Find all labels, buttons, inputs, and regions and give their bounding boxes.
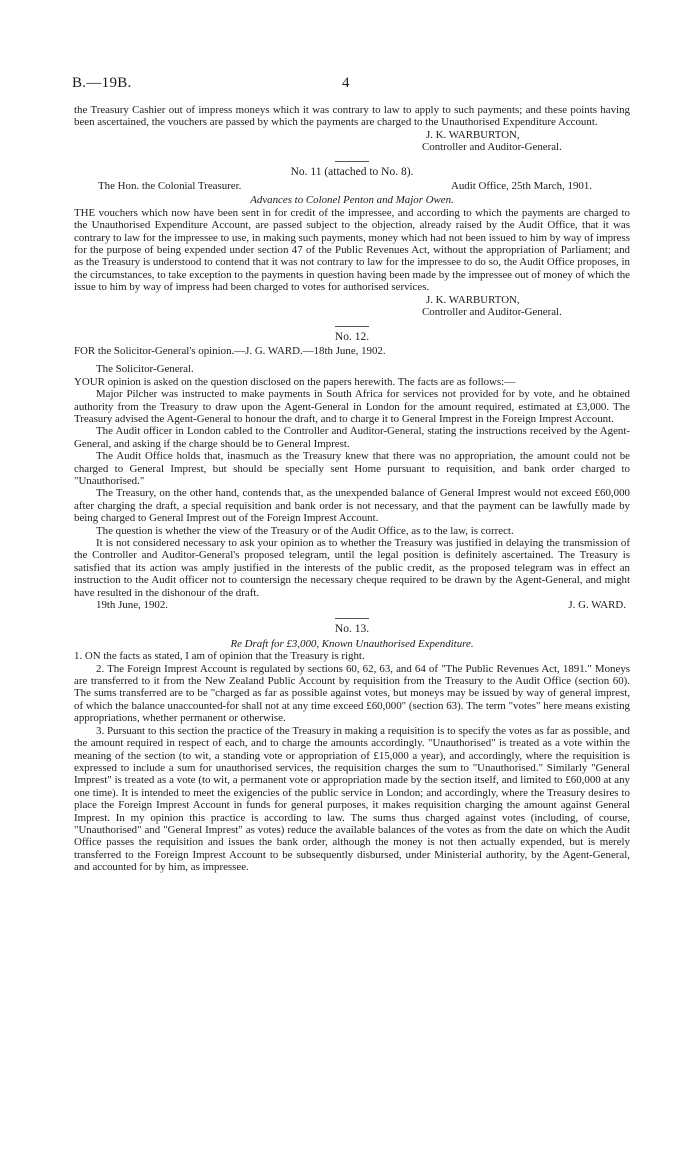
- no11-heading: No. 11 (attached to No. 8).: [290, 165, 414, 178]
- no12-paragraph: The question is whether the view of the Treasury or of the Audit Office, as to the law, is correct.: [96, 524, 514, 537]
- no12-signer: J. G. WARD.: [568, 599, 626, 612]
- no12-heading: No. 12.: [334, 330, 370, 343]
- no12-date: 19th June, 1902.: [96, 599, 168, 612]
- intro-signer-role: Controller and Auditor-General.: [422, 141, 562, 154]
- no13-paragraph: 2. The Foreign Imprest Account is regulated by sections 60, 62, 63, and 64 of "The Public Revenues Act, 1891." Moneys are transferred to it from the New Zealand Public Account by requisition from the Treasury to the Audit Office (section 60). The sums transferred are to be "charged as far as possible against votes, but moneys may be issued by way of general imprest, of which the balance unaccounted-for shall not at any time exceed £60,000" (section 63). The term "votes" here means existing appropriations, whether permanent or otherwise.: [74, 662, 630, 725]
- no12-paragraph: Major Pilcher was instructed to make payments in South Africa for services not provided for by vote, and he obtained authority from the Treasury to draw upon the Agent-General in London for the amount required, estimated at £3,000. The Treasury advised the Agent-General to honour the draft, and to charge it to General Imprest in the Foreign Imprest Account.: [74, 388, 630, 425]
- no11-address-line: [74, 180, 630, 192]
- no11-body: THE vouchers which now have been sent in for credit of the impressee, and according to which the payments are charged to the Unauthorised Expenditure Account, are passed subject to the objection, already raised by the Audit Office, that it was contrary to law for the impressee to use, in making such payments, money which had not been issued to him by way of impress for the purpose of being expended under section 47 of the Public Revenues Act, without the appropriation of Parliament; and as the Treasury is understood to contend that it was not contrary to law for the impressee to do so, the Audit Office proposes, in the circumstances, to take exception to the payments in question having been made by the impressee out of money of which the issue to him by way of impress had been charged to votes for authorised services.: [74, 206, 630, 294]
- no13-paragraph: 3. Pursuant to this section the practice of the Treasury in making a requisition is to specify the votes as far as possible, and the amount required in respect of each, and to charge the amounts accordingly. "Unauthorised" is treated as a vote within the meaning of the section (to wit, a standing vote or appropriation of £15,000 a year), and accordingly, where the requisition is expressed to include a sum for unauthorised services, the requisition charges the sum to "Unauthorised." Similarly "General Imprest" is treated as a vote (to wit, a permanent vote or appropriation made by the section itself, and limited to £60,000 at any one time). It is intended to meet the exigencies of the public service in London; and accordingly, where the Treasury desires to place the Foreign Imprest Account in funds for general purposes, it makes requisition charging the amount against General Imprest. In my opinion this practice is according to law. The sums thus charged against votes (including, of course, "Unauthorised" and "General Imprest" as votes) reduce the available balances of the votes as from the date on which the Audit Office passes the requisition and issues the bank order, although the money is not then actually expended, but is merely transferred to the Foreign Imprest Account to be subsequently disbursed, under Ministerial authority, by the Agent-General, and accounted for by him, as impressee.: [74, 724, 630, 874]
- no13-heading: No. 13.: [334, 623, 370, 636]
- intro-paragraph: the Treasury Cashier out of impress moneys which it was contrary to law to apply to such payments; and these points having been ascertained, the vouchers are passed by which the payments are charged to the Unauthorised Expenditure Account.: [74, 104, 630, 129]
- document-code: B.—19B.: [72, 75, 132, 91]
- no12-paragraph: It is not considered necessary to ask your opinion as to whether the Treasury was justified in delaying the transmission of the Controller and Auditor-General's proposed telegram, until the legal position is definitely ascertained. The Treasury is satisfied that its action was amply justified in the interests of the public credit, as the proposed telegram was in effect an instruction to the Audit officer not to countersign the necessary cheque required to be drawn by the Agent-General, and might have resulted in the dishonour of the draft.: [74, 537, 630, 599]
- intro-signer: J. K. WARBURTON,: [426, 128, 520, 141]
- no12-date-signature: [74, 599, 630, 611]
- no13-subject: Re Draft for £3,000, Known Unauthorised Expenditure.: [230, 637, 474, 650]
- section-divider: [335, 618, 369, 619]
- page-number: 4: [342, 75, 350, 91]
- no11-signer-role: Controller and Auditor-General.: [422, 306, 562, 319]
- no12-paragraph: The Treasury, on the other hand, contends that, as the unexpended balance of General Imprest would not exceed £60,000 after charging the draft, a special requisition and bank order is not necessary, and that the payment can be lawfully made by being charged to General Imprest out of the Foreign Imprest Account.: [74, 487, 630, 525]
- no12-intro: YOUR opinion is asked on the question disclosed on the papers herewith. The facts are as follows:—: [74, 375, 516, 388]
- section-divider: [335, 161, 369, 162]
- section-divider: [335, 326, 369, 327]
- no13-paragraph: 1. ON the facts as stated, I am of opinion that the Treasury is right.: [74, 650, 365, 663]
- document-body: [74, 104, 630, 874]
- no11-place-date: Audit Office, 25th March, 1901.: [450, 180, 592, 193]
- no12-paragraph: The Audit officer in London cabled to the Controller and Auditor-General, stating the instructions received by the Agent-General, and asking if the charge should be to General Imprest.: [74, 425, 630, 450]
- no11-signer: J. K. WARBURTON,: [426, 293, 520, 306]
- no11-subject: Advances to Colonel Penton and Major Owen.: [250, 194, 454, 207]
- no11-addressee: The Hon. the Colonial Treasurer.: [98, 180, 242, 193]
- no12-opening: FOR the Solicitor-General's opinion.—J. G. WARD.—18th June, 1902.: [74, 344, 386, 357]
- no12-paragraph: The Audit Office holds that, inasmuch as the Treasury knew that there was no appropriation, the amount could not be charged to General Imprest, but should be specially sent Home pursuant to requisition, and bank order charged to "Unauthorised.": [74, 450, 630, 487]
- no12-addressee: The Solicitor-General.: [96, 363, 194, 376]
